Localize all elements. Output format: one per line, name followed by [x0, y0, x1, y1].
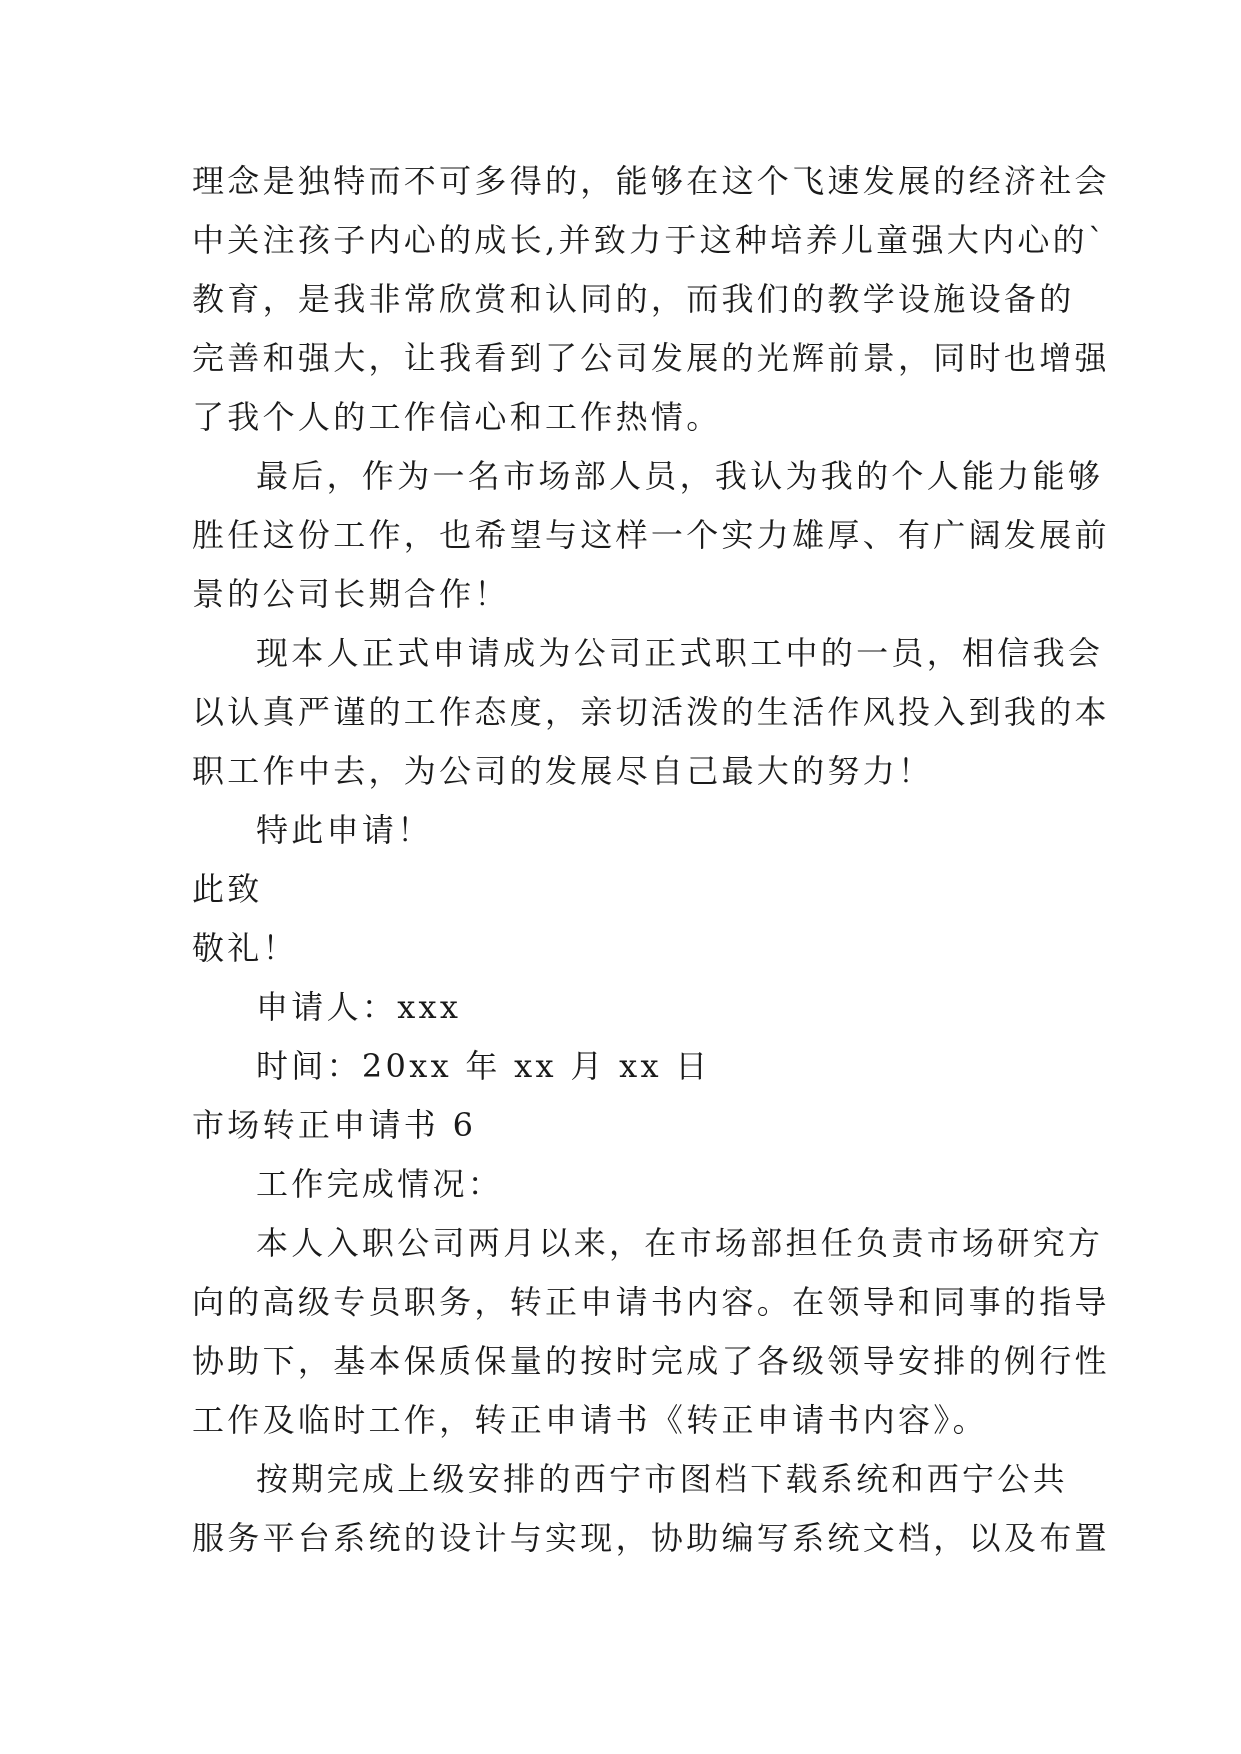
text-line: 工作及临时工作，转正申请书《转正申请书内容》。: [192, 1401, 988, 1439]
text-line: 完善和强大，让我看到了公司发展的光辉前景，同时也增强: [192, 339, 1110, 377]
text-line: 景的公司长期合作！: [192, 575, 510, 613]
text-line: 理念是独特而不可多得的，能够在这个飞速发展的经济社会: [192, 162, 1110, 200]
date-line: 时间：20xx 年 xx 月 xx 日: [256, 1047, 711, 1085]
paragraph-start-line: 按期完成上级安排的西宁市图档下载系统和西宁公共: [256, 1460, 1068, 1498]
closing-request: 特此申请！: [256, 811, 433, 849]
text-line: 以认真严谨的工作态度，亲切活泼的生活作风投入到我的本: [192, 693, 1110, 731]
text-line: 服务平台系统的设计与实现，协助编写系统文档，以及布置: [192, 1519, 1110, 1557]
salutation-line: 此致: [192, 870, 263, 908]
text-line: 协助下，基本保质保量的按时完成了各级领导安排的例行性: [192, 1342, 1110, 1380]
text-line: 了我个人的工作信心和工作热情。: [192, 398, 722, 436]
text-line: 向的高级专员职务，转正申请书内容。在领导和同事的指导: [192, 1283, 1110, 1321]
text-line: 中关注孩子内心的成长,并致力于这种培养儿童强大内心的`: [192, 221, 1108, 259]
section-subtitle: 工作完成情况：: [256, 1165, 504, 1203]
text-line: 胜任这份工作，也希望与这样一个实力雄厚、有广阔发展前: [192, 516, 1110, 554]
paragraph-start-line: 最后，作为一名市场部人员，我认为我的个人能力能够: [256, 457, 1104, 495]
document-body: [192, 152, 1110, 1568]
applicant-line: 申请人：xxx: [256, 988, 462, 1026]
paragraph-start-line: 现本人正式申请成为公司正式职工中的一员，相信我会: [256, 634, 1104, 672]
text-line: 职工作中去，为公司的发展尽自己最大的努力！: [192, 752, 934, 790]
text-line: 教育，是我非常欣赏和认同的，而我们的教学设施设备的: [192, 280, 1075, 318]
salutation-line: 敬礼！: [192, 929, 298, 967]
paragraph-start-line: 本人入职公司两月以来，在市场部担任负责市场研究方: [256, 1224, 1104, 1262]
section-title: 市场转正申请书 6: [192, 1106, 477, 1144]
